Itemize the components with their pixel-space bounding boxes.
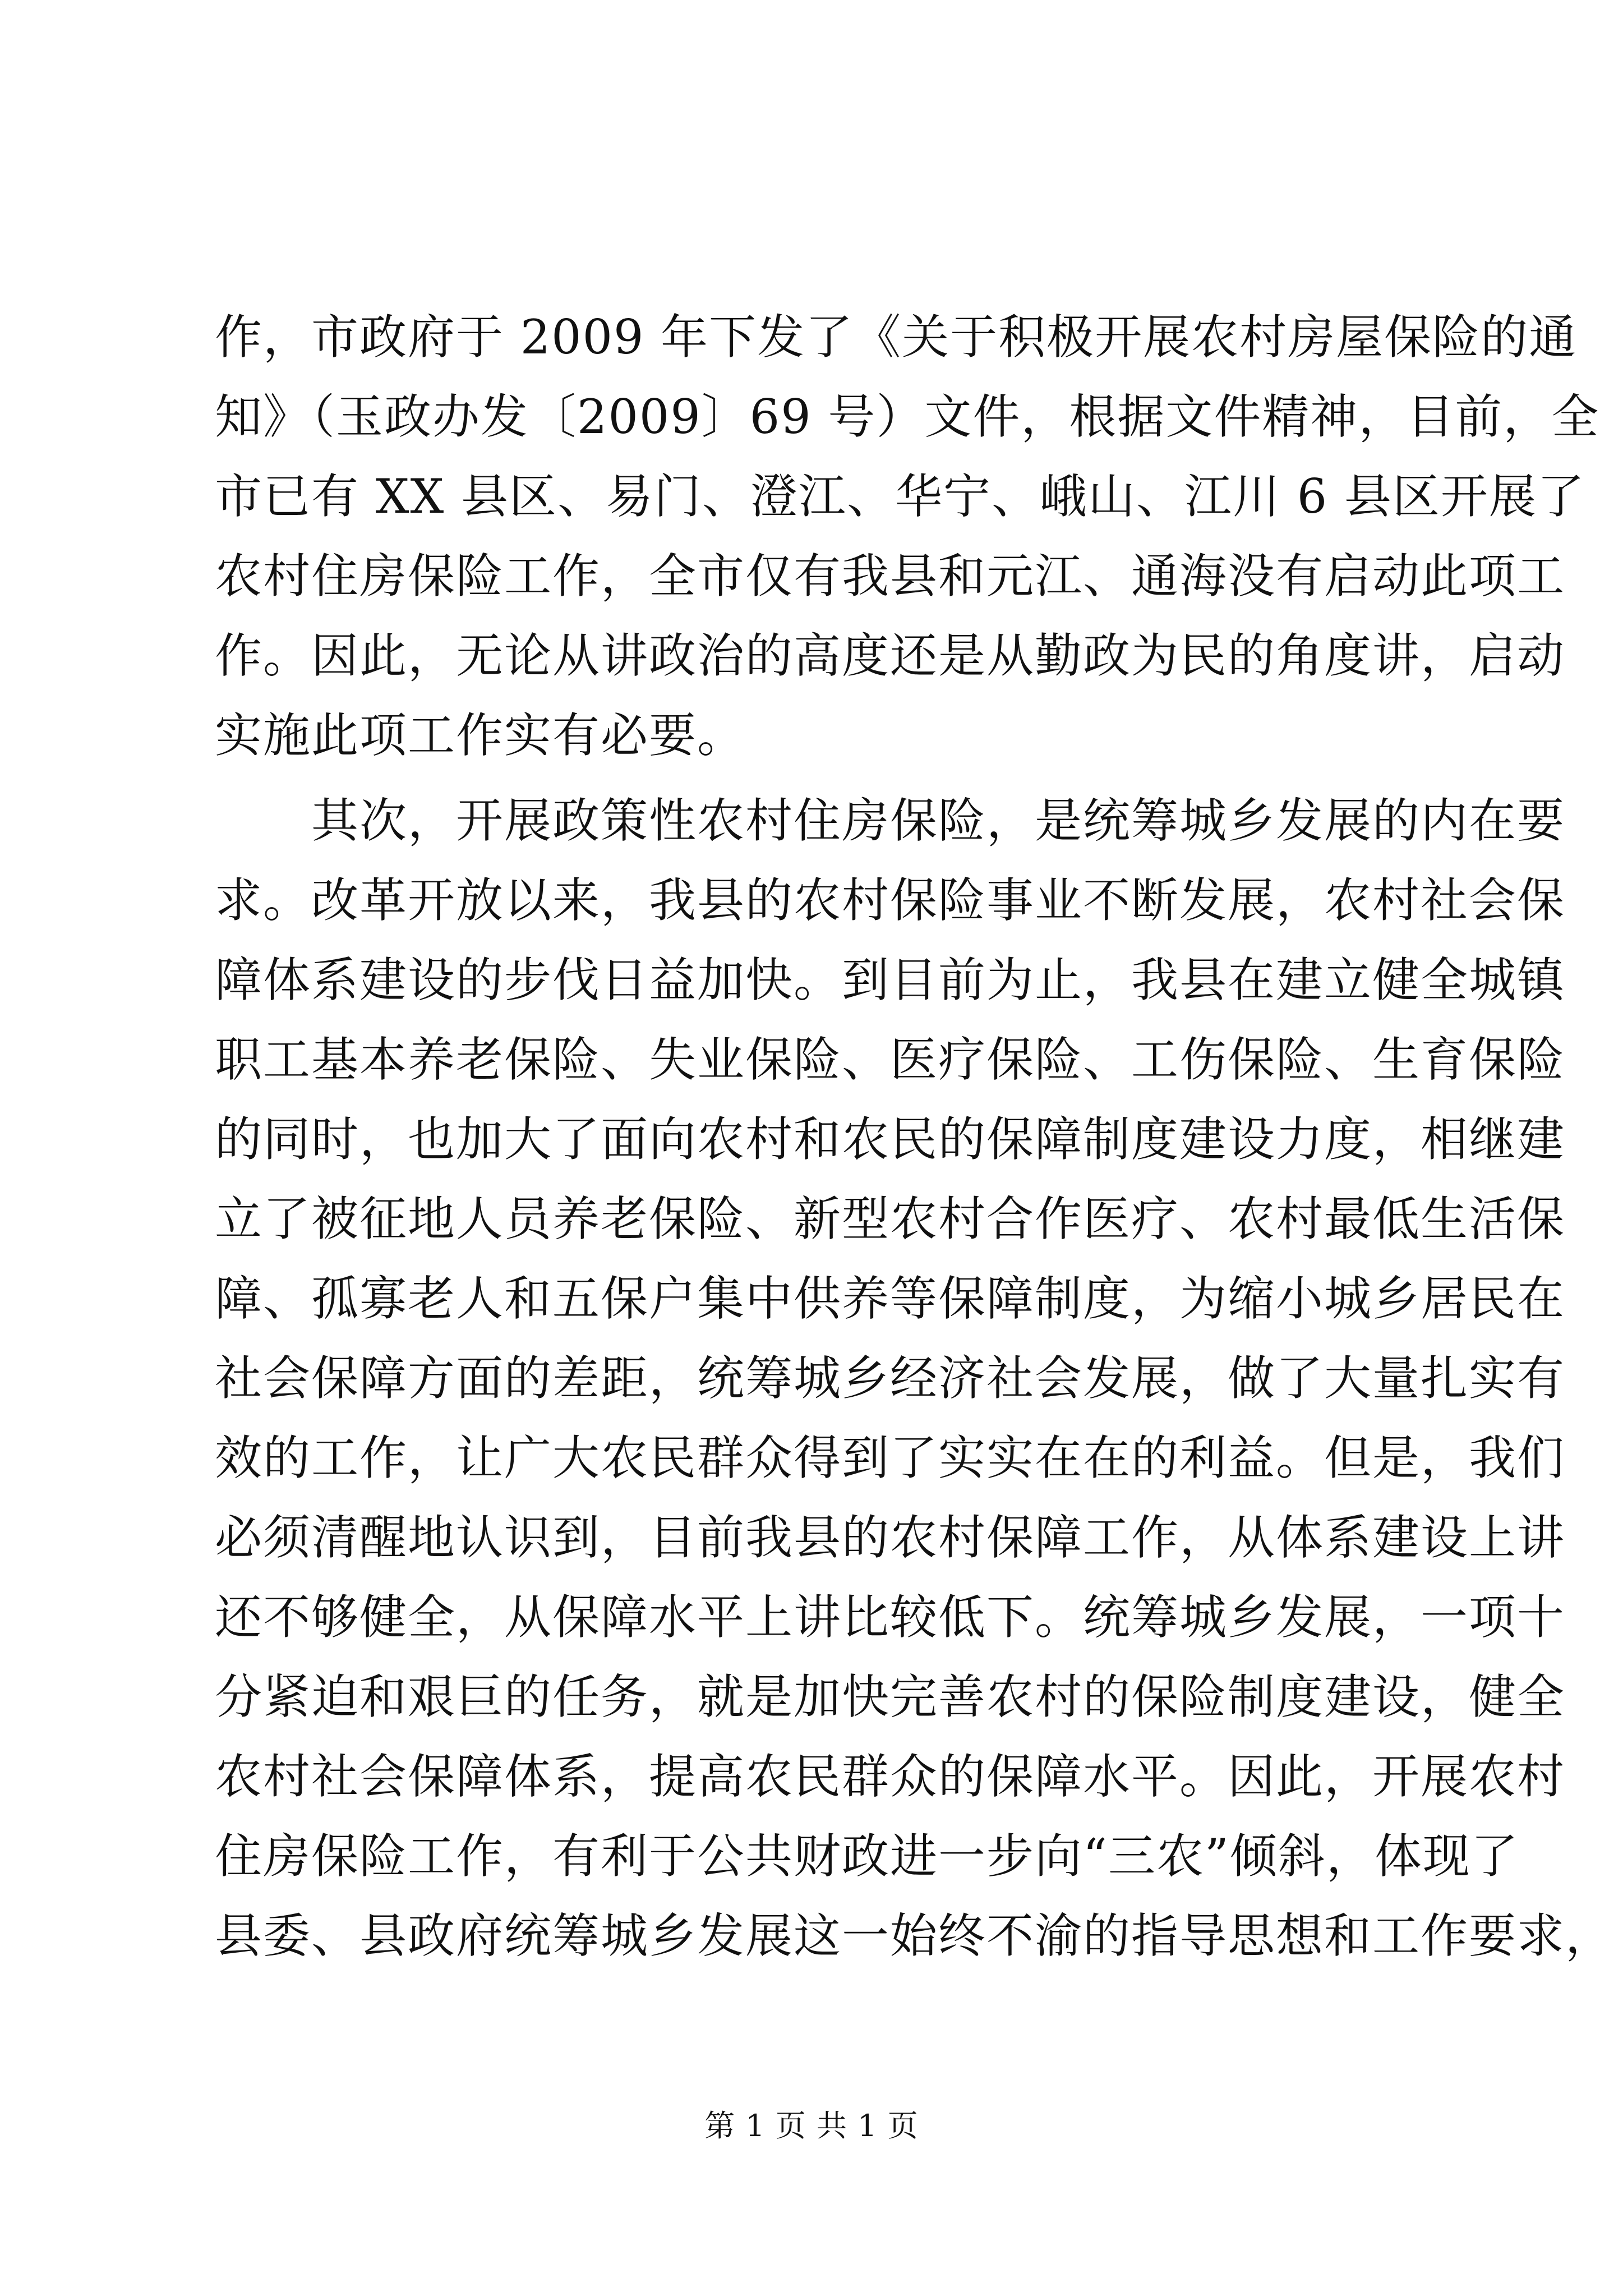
text-line: 效的工作，让广大农民群众得到了实实在在的利益。但是，我们 bbox=[215, 1430, 1566, 1485]
text-line: 实施此项工作实有必要。 bbox=[215, 708, 746, 763]
text-line: 住房保险工作，有利于公共财政进一步向“三农”倾斜，体现了 bbox=[215, 1829, 1519, 1884]
text-line: 作。因此，无论从讲政治的高度还是从勤政为民的角度讲，启动 bbox=[215, 628, 1566, 683]
text-line: 职工基本养老保险、失业保险、医疗保险、工伤保险、生育保险 bbox=[215, 1032, 1566, 1087]
text-line: 必须清醒地认识到，目前我县的农村保障工作，从体系建设上讲 bbox=[215, 1510, 1566, 1565]
text-line: 立了被征地人员养老保险、新型农村合作医疗、农村最低生活保 bbox=[215, 1191, 1566, 1246]
text-line: 知》（玉政办发〔2009〕69 号）文件，根据文件精神，目前，全 bbox=[215, 389, 1600, 444]
text-line: 农村社会保障体系，提高农民群众的保障水平。因此，开展农村 bbox=[215, 1749, 1566, 1804]
text-line: 的同时，也加大了面向农村和农民的保障制度建设力度，相继建 bbox=[215, 1112, 1566, 1167]
text-line: 社会保障方面的差距，统筹城乡经济社会发展，做了大量扎实有 bbox=[215, 1351, 1566, 1406]
text-line: 求。改革开放以来，我县的农村保险事业不断发展，农村社会保 bbox=[215, 873, 1566, 928]
text-line: 县委、县政府统筹城乡发展这一始终不渝的指导思想和工作要求， bbox=[215, 1908, 1614, 1963]
text-line: 障体系建设的步伐日益加快。到目前为止，我县在建立健全城镇 bbox=[215, 953, 1566, 1007]
page-footer: 第 1 页 共 1 页 bbox=[704, 2108, 919, 2143]
text-line: 农村住房保险工作，全市仅有我县和元江、通海没有启动此项工 bbox=[215, 549, 1566, 604]
text-line: 市已有 XX 县区、易门、澄江、华宁、峨山、江川 6 县区开展了 bbox=[215, 469, 1585, 524]
text-line: 障、孤寡老人和五保户集中供养等保障制度，为缩小城乡居民在 bbox=[215, 1271, 1566, 1326]
text-line: 还不够健全，从保障水平上讲比较低下。统筹城乡发展，一项十 bbox=[215, 1590, 1566, 1645]
document-body bbox=[215, 297, 1614, 1976]
paragraph-2 bbox=[215, 781, 1614, 1976]
paragraph-1 bbox=[215, 297, 1600, 775]
text-line: 其次，开展政策性农村住房保险，是统筹城乡发展的内在要 bbox=[311, 793, 1566, 848]
text-line: 作，市政府于 2009 年下发了《关于积极开展农村房屋保险的通 bbox=[215, 310, 1578, 365]
text-line: 分紧迫和艰巨的任务，就是加快完善农村的保险制度建设，健全 bbox=[215, 1669, 1566, 1724]
paragraph-gap bbox=[215, 775, 1426, 781]
